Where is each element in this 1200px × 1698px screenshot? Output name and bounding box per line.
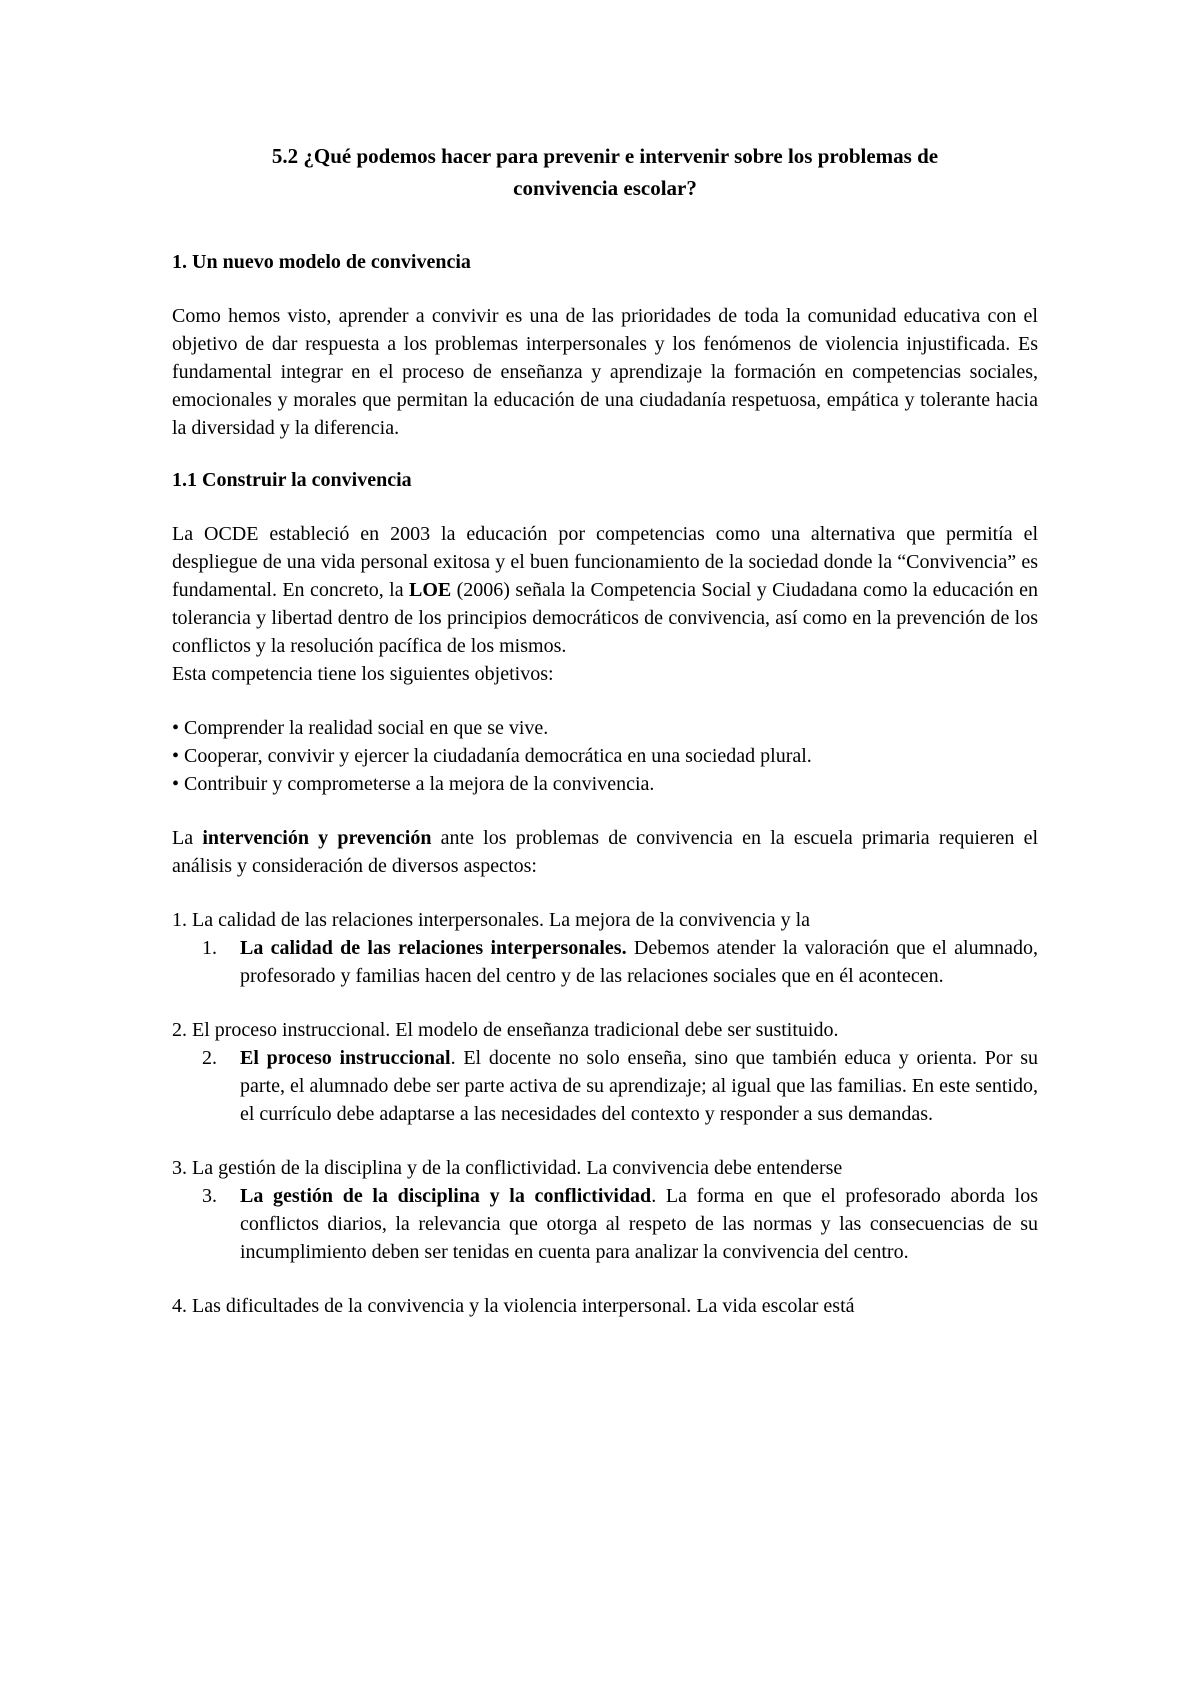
aspect-2-detail bbox=[202, 1044, 1038, 1128]
document-page bbox=[172, 140, 1038, 1320]
list-item: • Contribuir y comprometerse a la mejora de la convivencia. bbox=[172, 773, 655, 795]
aspect-1-text bbox=[240, 934, 1038, 990]
aspect-2-intro: 2. El proceso instruccional. El modelo de enseñanza tradicional debe ser sustituido. bbox=[172, 1019, 839, 1041]
objectives-intro: Esta competencia tiene los siguientes objetivos: bbox=[172, 663, 554, 685]
aspect-2-number: 2. bbox=[202, 1047, 217, 1069]
aspect-3 bbox=[172, 1154, 1038, 1266]
aspect-2-bold: El proceso instruccional bbox=[240, 1047, 451, 1069]
list-item: • Cooperar, convivir y ejercer la ciudadanía democrática en una sociedad plural. bbox=[172, 745, 812, 767]
aspect-3-body: . La forma en que el profesorado aborda los conflictos diarios, la relevancia que otorga al respeto de las normas y las consecuencias de su incumplimiento deben ser tenidas en cuenta para analizar la convivencia del centro. bbox=[240, 1185, 1038, 1263]
aspect-3-detail bbox=[202, 1182, 1038, 1266]
aspect-2-body: . El docente no solo enseña, sino que también educa y orienta. Por su parte, el alumnado debe ser parte activa de su aprendizaje; al igual que las familias. En este sentido, el currículo debe adaptarse a las necesidades del contexto y responder a sus demandas. bbox=[240, 1047, 1038, 1125]
aspect-3-text bbox=[240, 1182, 1038, 1266]
title-line-2: convivencia escolar? bbox=[513, 176, 697, 200]
document-title bbox=[172, 140, 1038, 204]
aspect-3-number: 3. bbox=[202, 1185, 217, 1207]
intervention-paragraph bbox=[172, 824, 1038, 880]
aspect-1-body: Debemos atender la valoración que el alumnado, profesorado y familias hacen del centro y de las relaciones sociales que en él acontecen. bbox=[240, 937, 1038, 987]
section-1-heading: 1. Un nuevo modelo de convivencia bbox=[172, 251, 471, 273]
loe-pre-text: La OCDE estableció en 2003 la educación por competencias como una alternativa que permitía el despliegue de una vida personal exitosa y el buen funcionamiento de la sociedad donde la “Convivencia” es fundamental. En concreto, la bbox=[172, 523, 1038, 601]
intervention-bold: intervención y prevención bbox=[202, 827, 432, 849]
title-line-1: 5.2 ¿Qué podemos hacer para prevenir e intervenir sobre los problemas de bbox=[271, 144, 939, 168]
aspect-1-intro: 1. La calidad de las relaciones interpersonales. La mejora de la convivencia y la bbox=[172, 909, 811, 931]
intervention-post: ante los problemas de convivencia en la escuela primaria requieren el análisis y consideración de diversos aspectos: bbox=[172, 827, 1039, 877]
aspect-4-intro: 4. Las dificultades de la convivencia y la violencia interpersonal. La vida escolar está bbox=[172, 1295, 855, 1317]
aspect-1-detail bbox=[202, 934, 1038, 990]
aspect-2 bbox=[172, 1016, 1038, 1128]
section-1-paragraph: Como hemos visto, aprender a convivir es una de las prioridades de toda la comunidad educativa con el objetivo de dar respuesta a los problemas interpersonales y los fenómenos de violencia injustificada. Es fundamental integrar en el proceso de enseñanza y aprendizaje la formación en competencias sociales, emocionales y morales que permitan la educación de una ciudadanía respetuosa, empática y tolerante hacia la diversidad y la diferencia. bbox=[172, 305, 1038, 439]
section-1-1-heading: 1.1 Construir la convivencia bbox=[172, 469, 412, 491]
aspect-2-text bbox=[240, 1044, 1038, 1128]
aspect-1 bbox=[172, 906, 1038, 990]
objectives-list bbox=[172, 714, 1038, 798]
intervention-pre: La bbox=[172, 827, 203, 849]
aspect-3-intro: 3. La gestión de la disciplina y de la conflictividad. La convivencia debe entenderse bbox=[172, 1157, 843, 1179]
section-1-1-paragraph bbox=[172, 520, 1038, 660]
loe-post-text: (2006) señala la Competencia Social y Ciudadana como la educación en tolerancia y libertad dentro de los principios democráticos de convivencia, así como en la prevención de los conflictos y la resolución pacífica de los mismos. bbox=[172, 579, 1038, 657]
loe-bold: LOE bbox=[408, 579, 452, 601]
aspect-1-number: 1. bbox=[202, 937, 217, 959]
aspect-1-bold: La calidad de las relaciones interpersonales. bbox=[240, 937, 627, 959]
list-item: • Comprender la realidad social en que se vive. bbox=[172, 717, 549, 739]
aspect-3-bold: La gestión de la disciplina y la conflictividad bbox=[240, 1185, 652, 1207]
